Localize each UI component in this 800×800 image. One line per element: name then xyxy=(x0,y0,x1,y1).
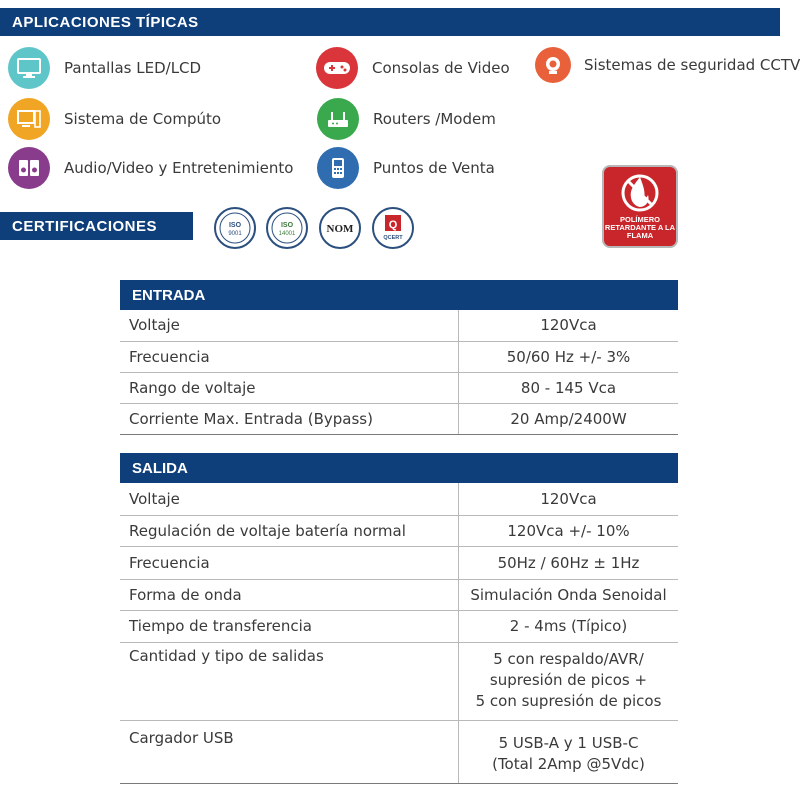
certifications-title: CERTIFICACIONES xyxy=(12,217,158,235)
app-label: Routers /Modem xyxy=(373,110,496,128)
certifications-banner xyxy=(0,212,193,240)
spec-value-multiline xyxy=(459,642,679,720)
table-row xyxy=(120,546,678,579)
salida-table xyxy=(120,483,678,784)
entrada-title: ENTRADA xyxy=(132,286,206,304)
computer-icon xyxy=(8,98,50,140)
spec-value-line: 5 con respaldo/AVR/ xyxy=(493,649,644,668)
applications-banner xyxy=(0,8,780,36)
no-fire-icon xyxy=(604,169,676,219)
speakers-icon xyxy=(8,147,50,189)
iso-14001-sub: 14001 xyxy=(278,231,296,237)
spec-value: 20 Amp/2400W xyxy=(459,403,679,434)
table-row xyxy=(120,515,678,546)
spec-key: Voltaje xyxy=(120,483,459,515)
spec-value: 120Vca xyxy=(459,483,679,515)
iso-9001-icon xyxy=(214,207,256,249)
table-row xyxy=(120,610,678,642)
app-label: Sistema de Compúto xyxy=(64,110,222,128)
table-row xyxy=(120,579,678,610)
entrada-table xyxy=(120,310,678,435)
spec-value-line: 5 USB-A y 1 USB-C xyxy=(498,733,639,752)
app-item-audio-video xyxy=(8,147,293,189)
app-label: Sistemas de seguridad CCTV xyxy=(584,56,800,74)
pos-terminal-icon xyxy=(317,147,359,189)
app-item-led-lcd xyxy=(8,47,201,89)
spec-value-line: 5 con supresión de picos xyxy=(475,691,662,710)
spec-value: Simulación Onda Senoidal xyxy=(459,579,679,610)
iso-9001-sub: 9001 xyxy=(228,231,242,237)
table-row xyxy=(120,310,678,341)
app-item-computer xyxy=(8,98,221,140)
salida-title: SALIDA xyxy=(132,459,188,477)
spec-value: 120Vca xyxy=(459,310,679,341)
table-row xyxy=(120,403,678,434)
table-row xyxy=(120,642,678,720)
spec-key: Regulación de voltaje batería normal xyxy=(120,515,459,546)
svg-text:Q: Q xyxy=(388,219,398,231)
nom-icon xyxy=(319,207,361,249)
app-label: Consolas de Video xyxy=(372,59,510,77)
app-label: Audio/Video y Entretenimiento xyxy=(64,159,294,177)
table-row xyxy=(120,720,678,783)
entrada-header xyxy=(120,280,678,310)
applications-title: APLICACIONES TÍPICAS xyxy=(12,13,199,31)
spec-key: Frecuencia xyxy=(120,546,459,579)
app-item-pos xyxy=(317,147,495,189)
iso-14001-icon xyxy=(266,207,308,249)
spec-value: 120Vca +/- 10% xyxy=(459,515,679,546)
app-label: Puntos de Venta xyxy=(373,159,495,177)
flame-retardant-badge xyxy=(604,167,676,246)
spec-key: Forma de onda xyxy=(120,579,459,610)
qcert-icon xyxy=(372,207,414,249)
spec-value-line: (Total 2Amp @5Vdc) xyxy=(492,754,645,773)
gamepad-icon xyxy=(316,47,358,89)
qcert-text: QCERT xyxy=(383,235,403,241)
spec-key: Voltaje xyxy=(120,310,459,341)
router-icon xyxy=(317,98,359,140)
badge-text: POLÍMERO RETARDANTE A LA FLAMA xyxy=(604,215,676,240)
spec-key: Tiempo de transferencia xyxy=(120,610,459,642)
spec-value: 80 - 145 Vca xyxy=(459,372,679,403)
table-row xyxy=(120,372,678,403)
app-item-cctv xyxy=(535,47,800,83)
spec-value: 2 - 4ms (Típico) xyxy=(459,610,679,642)
iso-14001-text: ISO xyxy=(280,222,294,229)
app-label: Pantallas LED/LCD xyxy=(64,59,202,77)
spec-key: Rango de voltaje xyxy=(120,372,459,403)
iso-9001-text: ISO xyxy=(228,222,242,229)
app-item-routers xyxy=(317,98,496,140)
spec-key: Cantidad y tipo de salidas xyxy=(120,642,459,720)
salida-header xyxy=(120,453,678,483)
monitor-icon xyxy=(8,47,50,89)
spec-value-multiline xyxy=(459,720,679,783)
table-row xyxy=(120,341,678,372)
app-item-consoles xyxy=(316,47,510,89)
spec-key: Frecuencia xyxy=(120,341,459,372)
spec-key: Cargador USB xyxy=(120,720,459,783)
nom-text: NOM xyxy=(326,223,354,235)
spec-value: 50Hz / 60Hz ± 1Hz xyxy=(459,546,679,579)
camera-icon xyxy=(535,47,571,83)
spec-value-line: supresión de picos + xyxy=(489,670,648,689)
table-row xyxy=(120,483,678,515)
spec-key: Corriente Max. Entrada (Bypass) xyxy=(120,403,459,434)
spec-value: 50/60 Hz +/- 3% xyxy=(459,341,679,372)
